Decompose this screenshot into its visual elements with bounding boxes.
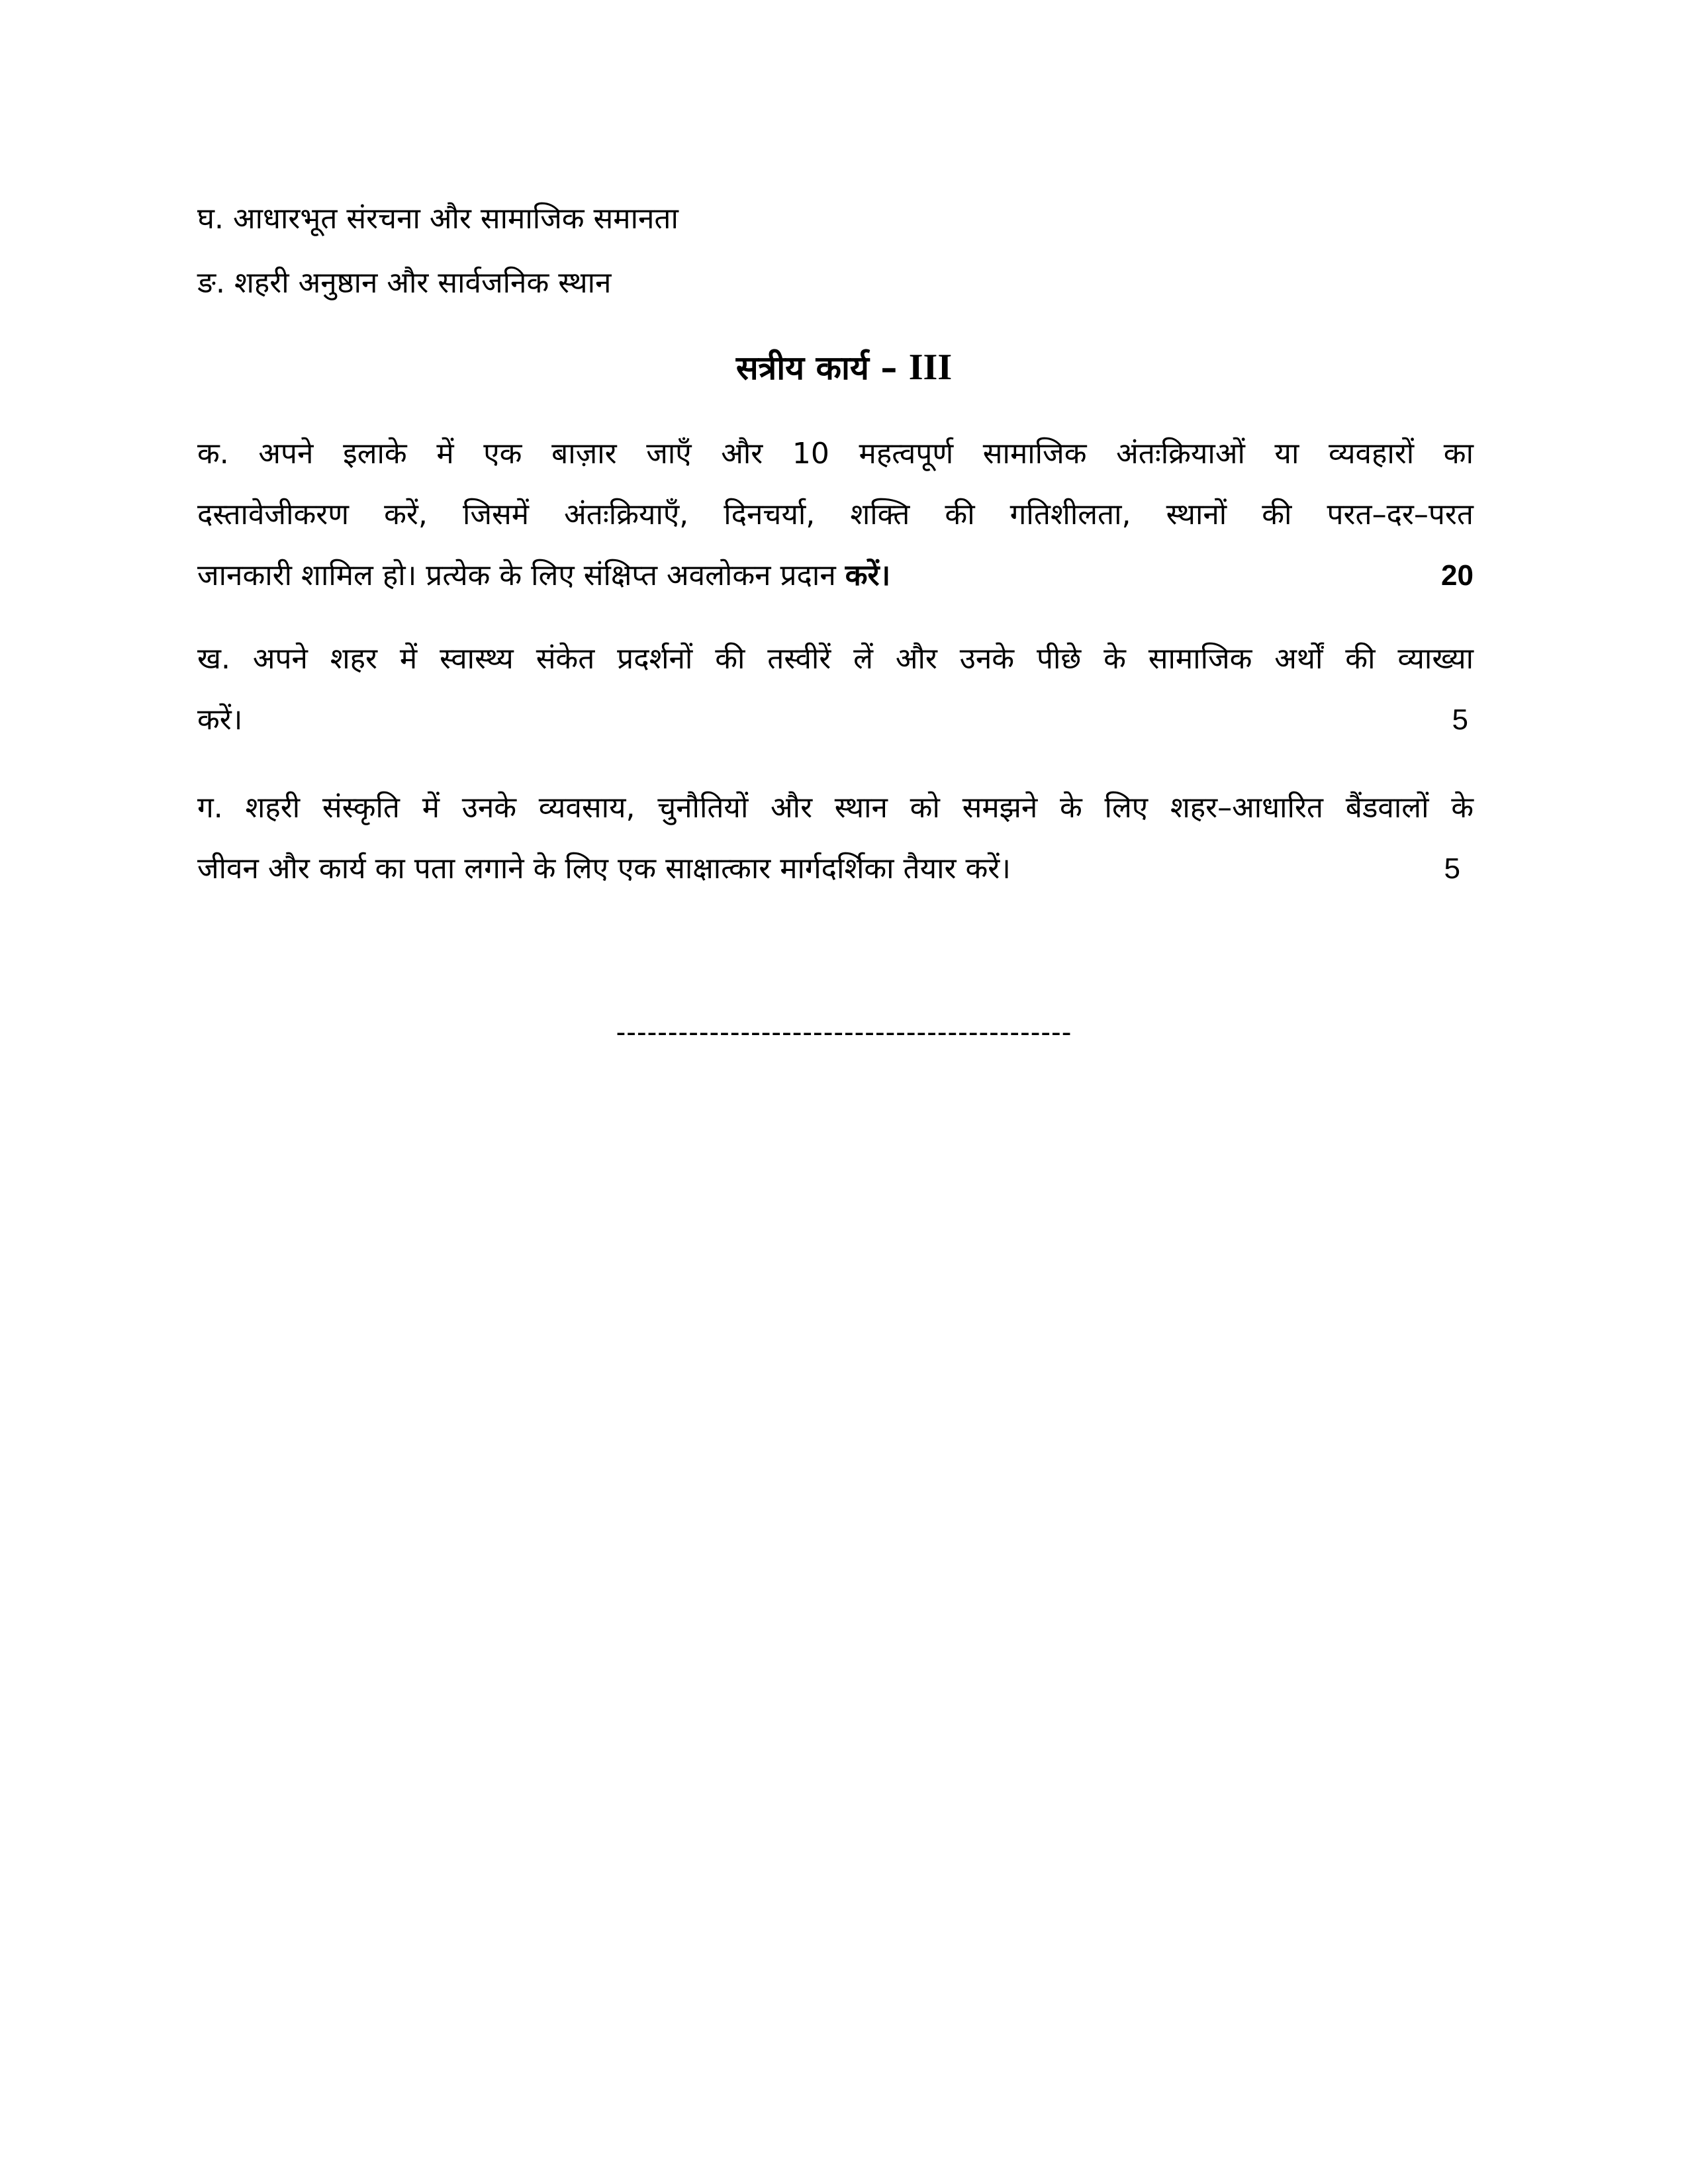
question-text: जानकारी शामिल हो। प्रत्येक के लिए संक्षिप्त अवलोकन प्रदान xyxy=(197,559,836,592)
section-heading xyxy=(0,344,1688,389)
heading-text: सत्रीय कार्य – xyxy=(735,349,898,387)
question-kha xyxy=(197,629,1474,751)
question-line: ग. शहरी संस्कृति में उनके व्यवसाय, चुनौतियों और स्थान को समझने के लिए शहर–आधारित बैंडवालों के xyxy=(197,791,1474,825)
question-line xyxy=(197,690,1474,751)
list-item-nga: ङ. शहरी अनुष्ठान और सार्वजनिक स्थान xyxy=(197,266,612,300)
question-line xyxy=(197,545,1474,606)
question-text: करें। xyxy=(197,703,243,737)
end-divider: -------------------------------------------- xyxy=(616,1016,1072,1048)
question-line: दस्तावेजीकरण करें, जिसमें अंतःक्रियाएँ, दिनचर्या, शक्ति की गतिशीलता, स्थानों की परत–दर–परत xyxy=(197,498,1474,531)
marks: 5 xyxy=(1444,852,1460,885)
question-ga xyxy=(197,778,1474,899)
question-text: जीवन और कार्य का पता लगाने के लिए एक साक्षात्कार मार्गदर्शिका तैयार करें। xyxy=(197,852,1011,886)
question-ka xyxy=(197,424,1474,606)
question-line: ख. अपने शहर में स्वास्थ्य संकेत प्रदर्शनों की तस्वीरें लें और उनके पीछे के सामाजिक अर्थों की व्याख्या xyxy=(197,642,1474,676)
question-bold-text: करें। xyxy=(845,559,891,592)
heading-numeral: III xyxy=(908,347,953,388)
marks: 5 xyxy=(1452,704,1468,736)
list-item-gha: घ. आधारभूत संरचना और सामाजिक समानता xyxy=(197,202,679,236)
marks: 20 xyxy=(1441,559,1474,592)
question-line: क. अपने इलाके में एक बाज़ार जाएँ और 10 महत्वपूर्ण सामाजिक अंतःक्रियाओं या व्यवहारों का xyxy=(197,437,1474,471)
question-line xyxy=(197,839,1474,899)
